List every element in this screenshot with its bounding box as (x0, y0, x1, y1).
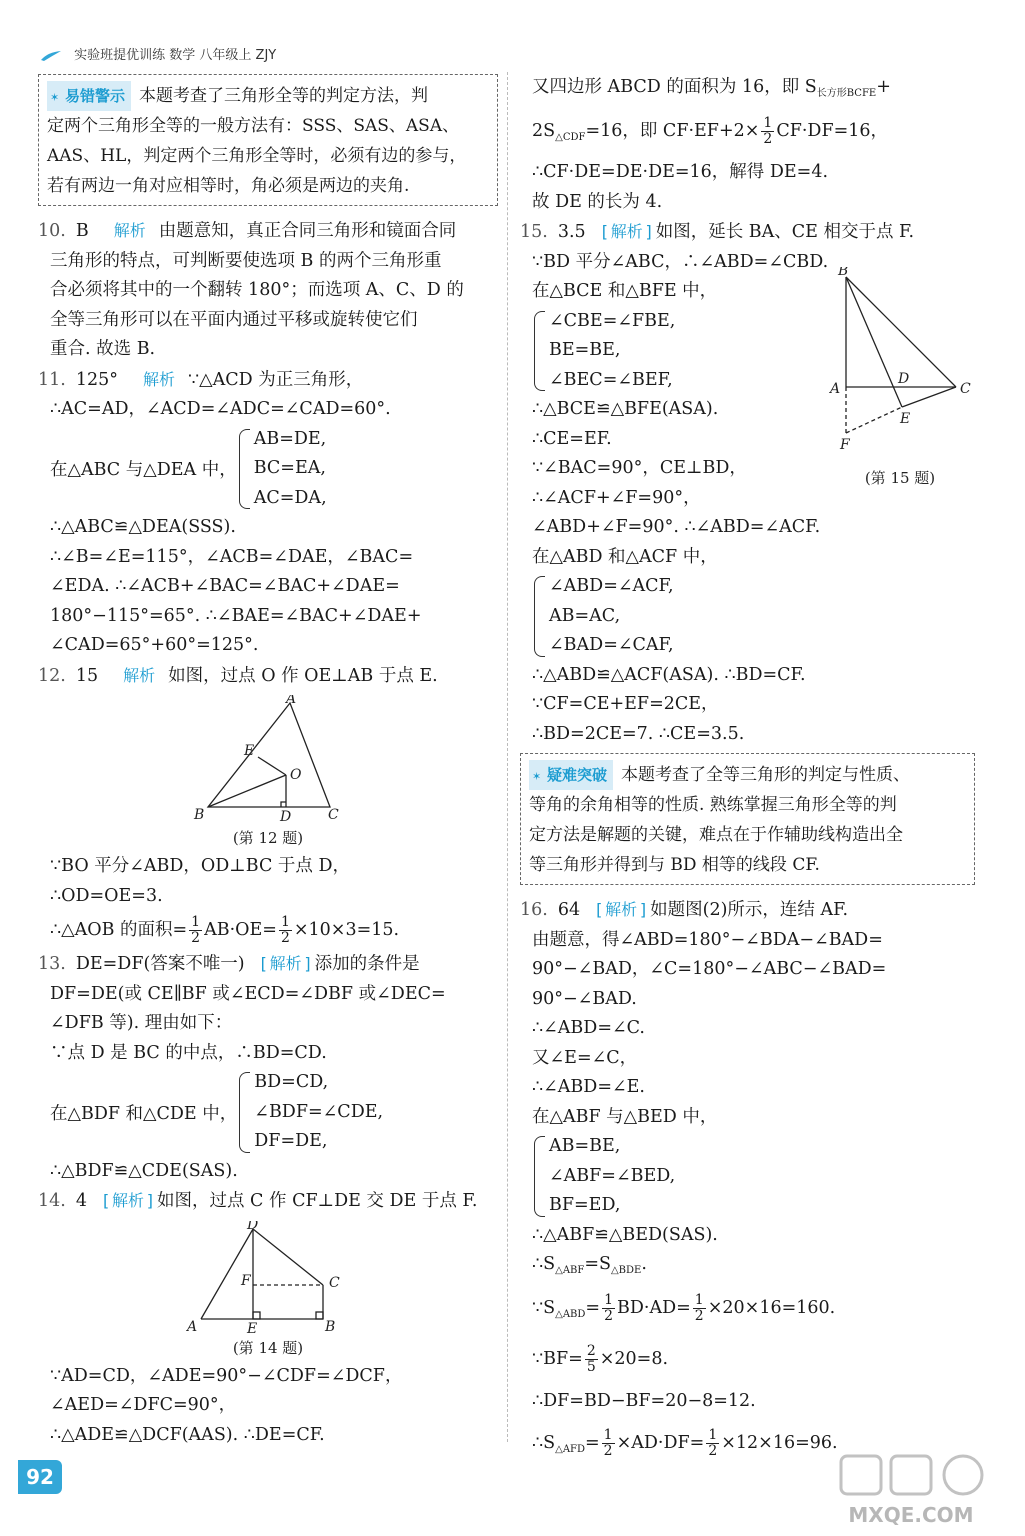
solution-line: ∴△ADE≌△DCF(AAS). ∴DE=CF. (50, 1424, 325, 1445)
solution-line: ∴AC=AD，∠ACD=∠ADC=∠CAD=60°. (50, 399, 391, 419)
label-d: D (247, 1220, 259, 1233)
solution-line: 90°−∠BAD. (532, 988, 637, 1009)
denominator: 2 (280, 930, 290, 946)
condition-line: DF=DE, (254, 1131, 328, 1151)
answer: 15 (75, 665, 99, 686)
condition-line: AB=BE, (549, 1136, 621, 1156)
figure-caption: (第 15 题) (864, 469, 936, 487)
solution-line: ∴OD=OE=3. (50, 885, 163, 906)
solution-line: ∴CF·DE=DE·DE=16，解得 DE=4. (532, 162, 829, 182)
analysis-tag: [ 解析 ] (608, 217, 646, 247)
fraction (693, 1293, 706, 1324)
text: ∵BF= (532, 1348, 583, 1369)
label-b: B (838, 267, 849, 279)
numerator: 1 (191, 914, 201, 930)
answer: 64 (557, 900, 581, 920)
text: 2S (532, 121, 556, 141)
denominator: 2 (694, 1307, 704, 1324)
question-10 (38, 216, 498, 365)
text: = (585, 1297, 601, 1318)
brace (534, 311, 545, 392)
solution-line: ∵CF=CE+EF=2CE， (532, 694, 719, 714)
analysis-tag: [ 解析 ] (267, 949, 305, 979)
answer: 3.5 (557, 222, 586, 242)
label-e: E (900, 411, 911, 427)
label-c: C (960, 381, 971, 397)
label-c: C (328, 807, 339, 823)
numerator: 1 (604, 1291, 613, 1308)
brace-prefix: 在△ABC 与△DEA 中， (50, 460, 237, 481)
subscript: 长方形BCFE (816, 88, 877, 99)
question-11 (38, 365, 498, 661)
subscript: △ABF (555, 1265, 585, 1276)
question-14 (38, 1186, 498, 1450)
watermark-logo (811, 1452, 1011, 1532)
condition-line: ∠BAD=∠CAF, (549, 635, 674, 655)
condition-line: ∠ABD=∠ACF, (549, 576, 674, 596)
denominator: 2 (604, 1307, 613, 1324)
question-number: 13. (38, 954, 66, 974)
solution-line: ∵∠BAC=90°，CE⊥BD， (532, 458, 747, 478)
solution-line: ∵AD=CD，∠ADE=90°−∠CDF=∠DCF， (50, 1365, 403, 1386)
tip-line: 等角的余角相等的性质. 熟练掌握三角形全等的判 (529, 795, 897, 815)
solution-line: 三角形的特点，可判断要使选项 B 的两个三角形重 (50, 250, 442, 271)
text: ×AD·DF= (616, 1432, 705, 1453)
condition-line: ∠BDF=∠CDE, (254, 1101, 384, 1122)
numerator: 2 (586, 1342, 596, 1359)
solution-line: ∠AED=∠DFC=90°， (50, 1395, 237, 1415)
brace (239, 429, 250, 510)
label-f: F (241, 1272, 251, 1289)
answer: DE=DF(答案不唯一) (75, 954, 245, 974)
question-14-continued (520, 70, 975, 217)
triangle-figure-q12 (188, 695, 348, 823)
question-number: 11. (38, 369, 66, 390)
fraction (279, 915, 292, 946)
analysis-tag: 解析 (143, 369, 176, 389)
analysis-tag: 解析 (113, 221, 146, 240)
solution-line: ∴∠B=∠E=115°，∠ACB=∠DAE，∠BAC= (50, 546, 414, 567)
solution-line: ∴△ABD≌△ACF(ASA). ∴BD=CF. (532, 664, 806, 685)
solution-line: 合必须将其中的一个翻转 180°；而选项 A、C、D 的 (50, 280, 464, 300)
watermark-text: MXQE.COM (848, 1503, 974, 1527)
question-13 (38, 949, 498, 1186)
fraction (706, 1428, 719, 1459)
question-number: 12. (38, 665, 66, 686)
answer: B (75, 221, 89, 241)
quadrilateral-figure-q14 (183, 1221, 353, 1333)
numerator: 1 (694, 1291, 704, 1308)
congruence-conditions (38, 1068, 498, 1157)
subscript: △CDF (555, 132, 586, 143)
tip-box-error-warning (38, 74, 498, 206)
text: ×20=8. (599, 1348, 669, 1369)
fraction (585, 1344, 598, 1375)
figure-q14 (38, 1221, 498, 1358)
solution-line: ∠CAD=65°+60°=125°. (50, 635, 259, 655)
header-title: 实验班提优训练 数学 八年级上 ZJY (74, 48, 277, 63)
condition-line: BD=CD, (254, 1072, 329, 1092)
solution-line: ∴∠ABD=∠E. (532, 1077, 645, 1097)
text: ∴S (532, 1254, 556, 1274)
solution-line: ∴△BCE≌△BFE(ASA). (532, 399, 719, 419)
solution-line: ∵BD 平分∠ABC，∴∠ABD=∠CBD. (532, 251, 829, 272)
solution-line: ∠DFB 等). 理由如下： (50, 1013, 233, 1033)
condition-line: BE=BE, (549, 340, 621, 360)
solution-line: 由题意，得∠ABD=180°−∠BDA−∠BAD= (532, 929, 883, 950)
numerator: 1 (763, 115, 773, 131)
right-column (520, 70, 975, 1472)
solution-line: ∴△ABC≌△DEA(SSS). (50, 517, 236, 537)
condition-line: ∠CBE=∠FBE, (549, 310, 676, 331)
numerator: 1 (280, 914, 290, 930)
question-number: 15. (520, 222, 548, 242)
label-c: C (329, 1274, 340, 1291)
text: ∵S (532, 1297, 556, 1318)
page-number: 92 (18, 1460, 62, 1494)
solution-line: ∵△ACD 为正三角形， (188, 369, 364, 390)
solution-line-area (38, 911, 498, 949)
question-number: 16. (520, 900, 548, 920)
text: =S (584, 1254, 611, 1274)
tip-line: 等三角形并得到与 BD 相等的线段 CF. (529, 855, 820, 875)
tip-tag: ✶ 疑难突破 (529, 760, 613, 790)
solution-line: ∠EDA. ∴∠ACB+∠BAC=∠BAC+∠DAE= (50, 576, 400, 596)
solution-line (520, 1250, 975, 1286)
text: + (876, 77, 891, 97)
condition-line: BF=ED, (549, 1195, 621, 1215)
condition-line: AB=DE, (253, 428, 327, 449)
denominator: 2 (603, 1442, 613, 1459)
logo-swoosh-icon (40, 50, 62, 62)
tip-line: 定两个三角形全等的一般方法有：SSS、SAS、ASA、 (47, 116, 460, 136)
label-a: A (187, 1318, 198, 1333)
tip-line: 定方法是解题的关键，难点在于作辅助线构造出全 (529, 825, 903, 845)
label-o: O (290, 767, 302, 783)
tip-box-difficulty (520, 753, 975, 885)
figure-q12 (38, 695, 498, 848)
tip-line: 本题考查了三角形全等的判定方法，判 (139, 86, 429, 106)
solution-line: 180°−115°=65°. ∴∠BAE=∠BAC+∠DAE+ (50, 605, 422, 626)
figure-caption: (第 12 题) (232, 829, 304, 847)
congruence-conditions (38, 425, 498, 514)
tip-line: 本题考查了全等三角形的判定与性质、 (621, 765, 911, 785)
solution-line: ∴△ABF≌△BED(SAS). (532, 1224, 718, 1245)
text: ∴△AOB 的面积= (50, 920, 188, 940)
condition-line: ∠ABF=∠BED, (549, 1165, 676, 1186)
text: BD·AD= (617, 1297, 691, 1318)
text: = (585, 1432, 600, 1453)
solution-line: ∴∠ABD=∠C. (532, 1018, 645, 1038)
label-e: E (244, 743, 255, 759)
brace (239, 1072, 250, 1153)
solution-line: 全等三角形可以在平面内通过平移或旋转使它们 (50, 309, 418, 330)
question-12 (38, 661, 498, 950)
congruence-conditions (520, 572, 975, 661)
solution-line: 如图，延长 BA、CE 相交于点 F. (655, 222, 915, 242)
brace-prefix: 在△BDF 和△CDE 中， (50, 1103, 238, 1124)
text: 又四边形 ABCD 的面积为 16，即 S (532, 77, 817, 97)
denominator: 5 (586, 1358, 596, 1375)
denominator: 2 (191, 930, 201, 946)
text: ×12×16=96. (721, 1432, 838, 1453)
figure-q15 (820, 267, 980, 488)
solution-line: ∵点 D 是 BC 的中点，∴BD=CD. (50, 1042, 327, 1063)
solution-line: 如图，过点 O 作 OE⊥AB 于点 E. (168, 665, 438, 686)
solution-line: 故 DE 的长为 4. (532, 191, 663, 212)
brace (534, 1136, 545, 1217)
condition-line: BC=EA, (253, 458, 326, 478)
subscript: △ABD (555, 1308, 586, 1320)
fraction (761, 116, 774, 147)
text: AB·OE= (204, 920, 277, 940)
subscript: △BDE (610, 1265, 642, 1276)
tip-line: AAS、HL，判定两个三角形全等时，必须有边的参与， (47, 146, 467, 166)
question-15 (520, 217, 975, 749)
label-d: D (280, 809, 292, 823)
solution-line: 如图，过点 C 作 CF⊥DE 交 DE 于点 F. (157, 1191, 478, 1211)
fraction (602, 1428, 615, 1459)
page-header (40, 44, 276, 63)
solution-line: 重合. 故选 B. (50, 339, 156, 359)
solution-line (520, 1286, 975, 1337)
denominator: 2 (763, 131, 773, 147)
label-d: D (898, 371, 910, 387)
solution-line (520, 70, 975, 111)
solution-line: 如题图(2)所示，连结 AF. (650, 900, 849, 920)
analysis-tag: [ 解析 ] (109, 1186, 147, 1216)
numerator: 1 (603, 1426, 613, 1443)
triangle-figure-q15 (820, 267, 980, 463)
text: ×20×16=160. (707, 1297, 836, 1318)
solution-line: ∴CE=EF. (532, 428, 612, 449)
label-b: B (194, 807, 205, 823)
text: ∴S (532, 1432, 556, 1453)
text: ×10×3=15. (293, 920, 400, 940)
solution-line: ∴DF=BD−BF=20−8=12. (532, 1390, 756, 1411)
answer: 4 (75, 1191, 87, 1211)
label-e: E (247, 1320, 258, 1333)
brace (534, 576, 545, 657)
solution-line: DF=DE(或 CE∥BF 或∠ECD=∠DBF 或∠DEC= (50, 983, 446, 1004)
condition-line: AB=AC, (549, 605, 621, 626)
analysis-tag: 解析 (123, 665, 156, 685)
congruence-conditions (520, 1132, 975, 1221)
label-b: B (325, 1318, 336, 1333)
text: . (641, 1254, 647, 1274)
column-divider (507, 72, 508, 1442)
condition-line: ∠BEC=∠BEF, (549, 369, 673, 390)
solution-line: ∴∠ACF+∠F=90°， (532, 487, 701, 508)
answer: 125° (75, 369, 118, 390)
fraction (602, 1293, 615, 1324)
solution-line (520, 1337, 975, 1381)
numerator: 1 (708, 1426, 718, 1443)
text: =16，即 CF·EF+2× (585, 121, 760, 141)
solution-line: ∠ABD+∠F=90°. ∴∠ABD=∠ACF. (532, 517, 821, 537)
solution-line: 添加的条件是 (314, 954, 420, 974)
solution-line: 在△BCE 和△BFE 中， (532, 281, 718, 301)
solution-line: ∴BD=2CE=7. ∴CE=3.5. (532, 723, 745, 744)
question-number: 10. (38, 221, 66, 241)
left-column (38, 70, 498, 1450)
label-a: A (286, 695, 297, 707)
question-16 (520, 895, 975, 1472)
solution-line: ∵BO 平分∠ABD，OD⊥BC 于点 D， (50, 856, 350, 876)
solution-line (520, 111, 975, 158)
text: CF·DF=16， (776, 121, 889, 141)
label-a: A (830, 381, 841, 397)
solution-line: 又∠E=∠C， (532, 1047, 638, 1068)
denominator: 2 (708, 1442, 718, 1459)
analysis-tag: [ 解析 ] (602, 895, 640, 925)
label-f: F (840, 437, 850, 453)
subscript: △AFD (555, 1443, 585, 1455)
solution-line: 在△ABD 和△ACF 中， (532, 546, 718, 567)
fraction (189, 915, 202, 946)
question-number: 14. (38, 1191, 66, 1211)
solution-line: 在△ABF 与△BED 中， (532, 1106, 718, 1127)
tip-line: 若有两边一角对应相等时，角必须是两边的夹角. (47, 176, 410, 196)
tip-tag: ✶ 易错警示 (47, 81, 131, 111)
solution-line: ∴△BDF≌△CDE(SAS). (50, 1160, 238, 1181)
figure-caption: (第 14 题) (232, 1338, 304, 1357)
solution-line: 由题意知，真正合同三角形和镜面合同 (158, 221, 457, 241)
condition-line: AC=DA, (253, 487, 327, 508)
solution-line: 90°−∠BAD，∠C=180°−∠ABC−∠BAD= (532, 959, 887, 979)
